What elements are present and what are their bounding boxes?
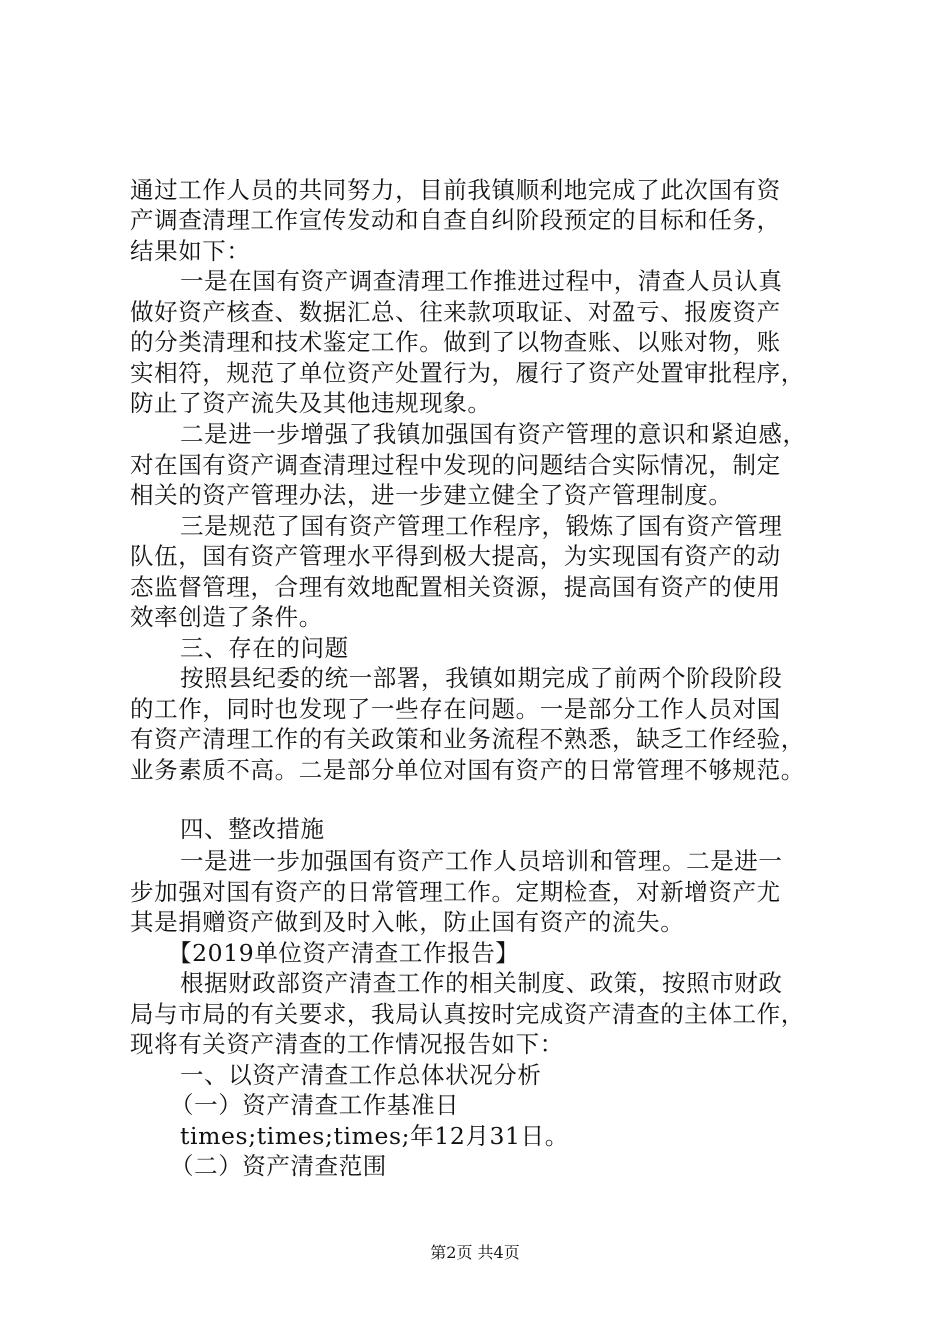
text-line-24: 其是捐赠资产做到及时入帐，防止国有资产的流失。 xyxy=(130,908,685,936)
base-date-value: times;times;times;年12月31日。 xyxy=(180,1122,569,1150)
text-line-7: 实相符，规范了单位资产处置行为，履行了资产处置审批程序， xyxy=(130,359,805,387)
text-line-17: 按照县纪委的统一部署，我镇如期完成了前两个阶段阶段 xyxy=(180,664,783,692)
text-line-23: 步加强对国有资产的日常管理工作。定期检查，对新增资产尤 xyxy=(130,878,781,906)
page-footer: 第2页 共4页 xyxy=(430,1243,520,1262)
text-line-22: 一是进一步加强国有资产工作人员培训和管理。二是进一 xyxy=(180,847,783,875)
text-line-19: 有资产清理工作的有关政策和业务流程不熟悉，缺乏工作经验， xyxy=(130,725,805,753)
report-title: 【2019单位资产清查工作报告】 xyxy=(168,939,520,967)
section-heading-overview: 一、以资产清查工作总体状况分析 xyxy=(180,1061,542,1089)
text-line-14: 态监督管理，合理有效地配置相关资源，提高国有资产的使用 xyxy=(130,573,781,601)
text-line-28: 现将有关资产清查的工作情况报告如下： xyxy=(130,1030,564,1058)
text-line-12: 三是规范了国有资产管理工作程序，锻炼了国有资产管理 xyxy=(180,512,783,540)
text-line-2: 产调查清理工作宣传发动和自查自纠阶段预定的目标和任务， xyxy=(130,206,781,234)
text-line-6: 的分类清理和技术鉴定工作。做到了以物查账、以账对物，账 xyxy=(130,328,781,356)
section-heading-problems: 三、存在的问题 xyxy=(180,634,349,662)
text-line-26: 根据财政部资产清查工作的相关制度、政策，按照市财政 xyxy=(180,969,783,997)
text-line-1: 通过工作人员的共同努力，目前我镇顺利地完成了此次国有资 xyxy=(130,176,781,204)
subheading-base-date: （一）资产清查工作基准日 xyxy=(170,1091,460,1119)
text-line-20: 业务素质不高。二是部分单位对国有资产的日常管理不够规范。 xyxy=(130,756,805,784)
text-line-8: 防止了资产流失及其他违规现象。 xyxy=(130,389,492,417)
text-line-5: 做好资产核查、数据汇总、往来款项取证、对盈亏、报废资产 xyxy=(130,298,781,326)
text-line-13: 队伍，国有资产管理水平得到极大提高，为实现国有资产的动 xyxy=(130,542,781,570)
text-line-10: 对在国有资产调查清理过程中发现的问题结合实际情况，制定 xyxy=(130,451,781,479)
text-line-18: 的工作，同时也发现了一些存在问题。一是部分工作人员对国 xyxy=(130,695,781,723)
text-line-3: 结果如下： xyxy=(130,237,251,265)
text-line-11: 相关的资产管理办法，进一步建立健全了资产管理制度。 xyxy=(130,481,733,509)
text-line-9: 二是进一步增强了我镇加强国有资产管理的意识和紧迫感， xyxy=(180,420,807,448)
text-line-4: 一是在国有资产调查清理工作推进过程中，清查人员认真 xyxy=(180,267,783,295)
section-heading-measures: 四、整改措施 xyxy=(180,815,325,843)
text-line-15: 效率创造了条件。 xyxy=(130,603,323,631)
text-line-27: 局与市局的有关要求，我局认真按时完成资产清查的主体工作， xyxy=(130,1000,805,1028)
subheading-scope: （二）资产清查范围 xyxy=(170,1152,387,1180)
